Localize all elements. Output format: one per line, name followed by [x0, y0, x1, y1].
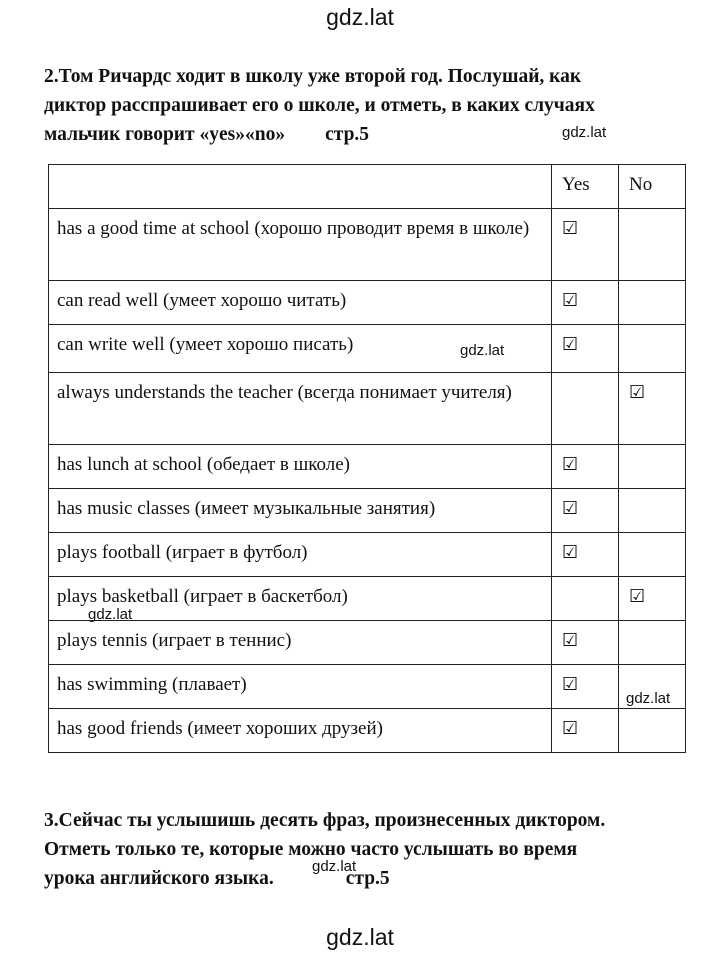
statement-cell: has good friends (имеет хороших друзей) — [49, 709, 552, 753]
yes-cell — [552, 373, 619, 445]
yes-cell — [552, 281, 619, 325]
watermark-table-left: gdz.lat — [88, 606, 133, 623]
task-2-heading-line-2: диктор расспрашивает его о школе, и отметь, в каких случаях — [44, 95, 595, 116]
checkmark-icon: ☑ — [562, 674, 579, 695]
checkmark-icon: ☑ — [562, 718, 579, 739]
yes-cell — [552, 325, 619, 373]
table-row — [49, 621, 686, 665]
no-cell — [619, 489, 686, 533]
table-header-row — [49, 165, 686, 209]
task-3-heading — [44, 806, 684, 893]
watermark-task-2: gdz.lat — [562, 124, 607, 141]
task-2-heading-line-1: 2.Том Ричардс ходит в школу уже второй год. Послушай, как — [44, 66, 582, 87]
statement-cell: plays basketball (играет в баскетбол) — [49, 577, 552, 621]
statement-column-header — [49, 165, 552, 209]
no-cell — [619, 209, 686, 281]
table-row — [49, 281, 686, 325]
no-column-header: No — [619, 165, 686, 209]
no-cell — [619, 281, 686, 325]
yes-cell — [552, 533, 619, 577]
watermark-task-3: gdz.lat — [312, 858, 357, 875]
table-row — [49, 577, 686, 621]
no-cell — [619, 577, 686, 621]
yes-cell — [552, 577, 619, 621]
task-2-heading-line-3: мальчик говорит «yes»«no» — [44, 124, 286, 145]
statement-cell: can write well (умеет хорошо писать) — [49, 325, 552, 373]
yes-cell — [552, 709, 619, 753]
yes-cell — [552, 621, 619, 665]
statement-cell: can read well (умеет хорошо читать) — [49, 281, 552, 325]
table-row — [49, 533, 686, 577]
answers-table — [48, 164, 686, 753]
statement-cell: always understands the teacher (всегда понимает учителя) — [49, 373, 552, 445]
task-3-heading-line-1: 3.Сейчас ты услышишь десять фраз, произнесенных диктором. — [44, 810, 606, 831]
table-row — [49, 665, 686, 709]
checkmark-icon: ☑ — [562, 630, 579, 651]
statement-cell: plays tennis (играет в теннис) — [49, 621, 552, 665]
yes-column-header: Yes — [552, 165, 619, 209]
statement-cell: has a good time at school (хорошо проводит время в школе) — [49, 209, 552, 281]
task-3-page-ref: стр.5 — [345, 868, 390, 889]
checkmark-icon: ☑ — [562, 218, 579, 239]
yes-cell — [552, 209, 619, 281]
table-row — [49, 709, 686, 753]
yes-cell — [552, 665, 619, 709]
yes-cell — [552, 445, 619, 489]
checkmark-icon: ☑ — [562, 498, 579, 519]
statement-cell: has music classes (имеет музыкальные занятия) — [49, 489, 552, 533]
watermark-bottom: gdz.lat — [326, 924, 394, 950]
yes-cell — [552, 489, 619, 533]
checkmark-icon: ☑ — [562, 454, 579, 475]
no-cell — [619, 325, 686, 373]
no-cell — [619, 445, 686, 489]
task-3-heading-line-3: урока английского языка. — [44, 868, 274, 889]
table-body — [49, 209, 686, 753]
statement-cell: has swimming (плавает) — [49, 665, 552, 709]
checkmark-icon: ☑ — [562, 334, 579, 355]
table-row — [49, 373, 686, 445]
table-row — [49, 325, 686, 373]
no-cell — [619, 373, 686, 445]
table-row — [49, 489, 686, 533]
no-cell — [619, 621, 686, 665]
table-row — [49, 209, 686, 281]
task-3-heading-line-2: Отметь только те, которые можно часто услышать во время — [44, 839, 578, 860]
checkmark-icon: ☑ — [562, 290, 579, 311]
checkmark-icon: ☑ — [629, 382, 646, 403]
no-cell — [619, 709, 686, 753]
task-2-page-ref: стр.5 — [325, 124, 370, 145]
checkmark-icon: ☑ — [629, 586, 646, 607]
watermark-table-middle: gdz.lat — [460, 342, 505, 359]
watermark-top: gdz.lat — [326, 4, 394, 30]
statement-cell: plays football (играет в футбол) — [49, 533, 552, 577]
watermark-table-right: gdz.lat — [626, 690, 671, 707]
statement-cell: has lunch at school (обедает в школе) — [49, 445, 552, 489]
no-cell — [619, 533, 686, 577]
table-row — [49, 445, 686, 489]
checkmark-icon: ☑ — [562, 542, 579, 563]
